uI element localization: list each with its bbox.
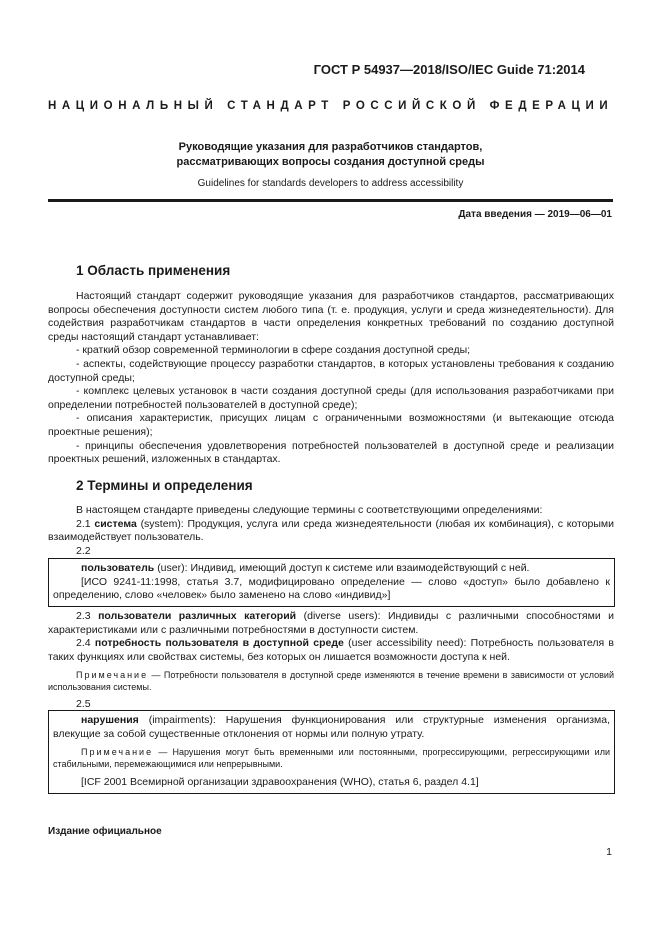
document-code: ГОСТ Р 54937—2018/ISO/IEC Guide 71:2014 bbox=[313, 62, 585, 77]
term-english: (impairments): bbox=[148, 714, 216, 726]
section-1-heading: 1 Область применения bbox=[76, 263, 231, 278]
term-2-2-box bbox=[48, 558, 615, 607]
title-ru-line-1: Руководящие указания для разработчиков стандартов, bbox=[178, 141, 483, 153]
term-number: 2.1 bbox=[76, 517, 91, 530]
term-2-2 bbox=[53, 562, 610, 576]
title-ru-line-2: рассматривающих вопросы создания доступной среды bbox=[176, 156, 485, 168]
term-source: [ICF 2001 Всемирной организации здравоохранения (WHO), статья 6, раздел 4.1] bbox=[81, 776, 479, 789]
term-english: (system): bbox=[140, 517, 184, 530]
term-definition: Индивиды с различными способностями и характеристиками или с различными потребностями в доступности систем. bbox=[48, 610, 615, 636]
list-item: - комплекс целевых установок в части создания доступной среды (для использования разработчиками при определении потребностей пользователей в доступной среде); bbox=[48, 385, 614, 411]
national-standard-banner: НАЦИОНАЛЬНЫЙ СТАНДАРТ РОССИЙСКОЙ ФЕДЕРАЦИИ bbox=[48, 100, 614, 112]
note-text: — Потребности пользователя в доступной среде изменяются в течение времени в зависимости от условий использования системы. bbox=[48, 670, 614, 693]
term-name: потребность пользователя в доступной среде bbox=[94, 637, 344, 650]
official-edition-label: Издание официальное bbox=[48, 826, 162, 837]
term-2-5-box bbox=[48, 710, 615, 794]
note-2-4 bbox=[48, 669, 614, 693]
term-name: система bbox=[94, 517, 137, 530]
list-item: - описания характеристик, присущих лицам с ограниченными возможностями (и вытекающие отсюда проектные решения); bbox=[48, 412, 614, 438]
title-english: Guidelines for standards developers to address accessibility bbox=[197, 178, 464, 189]
term-2-5 bbox=[53, 714, 610, 741]
term-number: 2.3 bbox=[76, 610, 91, 622]
list-item: - принципы обеспечения удовлетворения потребностей пользователей в доступной среде и реализации проектных решений, изложенных в стандартах. bbox=[48, 439, 614, 466]
term-number: 2.4 bbox=[76, 637, 91, 650]
term-definition: Индивид, имеющий доступ к системе или взаимодействующий с ней. bbox=[190, 562, 530, 574]
page-number: 1 bbox=[606, 846, 612, 858]
term-source: [ИСО 9241-11:1998, статья 3.7, модифицировано определение — слово «доступ» было добавлено к определению, слово «человек» было заменено на слово «индивид»] bbox=[53, 575, 610, 602]
term-name: нарушения bbox=[81, 714, 139, 726]
term-definition: Потребность пользователя в таких функциях или свойствах системы, без которых он лишается возможности доступа к ней. bbox=[48, 637, 614, 663]
note-label: Примечание bbox=[81, 747, 154, 758]
term-2-2-number: 2.2 bbox=[76, 544, 91, 557]
note-label: Примечание bbox=[76, 670, 149, 681]
term-definition: Нарушения функционирования или структурные изменения организма, влекущие за собой существенные отклонения от нормы или полную утрату. bbox=[53, 714, 610, 740]
introduction-date: Дата введения — 2019—06—01 bbox=[458, 209, 612, 220]
term-definition: Продукция, услуга или среда жизнедеятельности (любая их комбинация), с которыми взаимодействует пользователь. bbox=[48, 517, 615, 544]
term-english: (user): bbox=[157, 562, 188, 574]
note-2-5 bbox=[53, 746, 610, 770]
title-russian bbox=[48, 140, 613, 170]
section-2-intro: В настоящем стандарте приведены следующие термины с соответствующими определениями: bbox=[76, 504, 543, 516]
header-divider bbox=[48, 199, 613, 202]
term-2-1 bbox=[48, 518, 614, 545]
list-item: - краткий обзор современной терминологии в сфере создания доступной среды; bbox=[76, 344, 471, 357]
terms-2-3-2-5-block bbox=[48, 610, 614, 712]
section-2-intro-block bbox=[48, 504, 614, 558]
list-item: - аспекты, содействующие процессу разработки стандартов, в которых установлены требования к созданию доступной среды; bbox=[48, 357, 614, 384]
term-english: (user accessibility need): bbox=[348, 637, 467, 650]
term-english: (diverse users): bbox=[303, 610, 381, 622]
section-1-body bbox=[48, 290, 614, 467]
term-2-4 bbox=[48, 637, 614, 664]
term-name: пользователи различных категорий bbox=[98, 610, 297, 622]
section-2-heading: 2 Термины и определения bbox=[76, 478, 253, 493]
term-2-3 bbox=[48, 610, 614, 637]
note-text: — Нарушения могут быть временными или постоянными, прогрессирующими, регрессирующими или стабильными, перемежающимися или непрерывными. bbox=[53, 747, 610, 770]
section-1-paragraph: Настоящий стандарт содержит руководящие указания для разработчиков стандартов, рассматривающих вопросы обеспечения доступности систем любого типа (т. е. продукция, услуги и среда жизнедеятельности). Для содействия разработчикам стандартов в части определения конкретных требований по созданию доступной среды настоящий стандарт устанавливает: bbox=[48, 290, 614, 343]
term-name: пользователь bbox=[81, 562, 155, 574]
term-2-5-number: 2.5 bbox=[76, 698, 91, 711]
